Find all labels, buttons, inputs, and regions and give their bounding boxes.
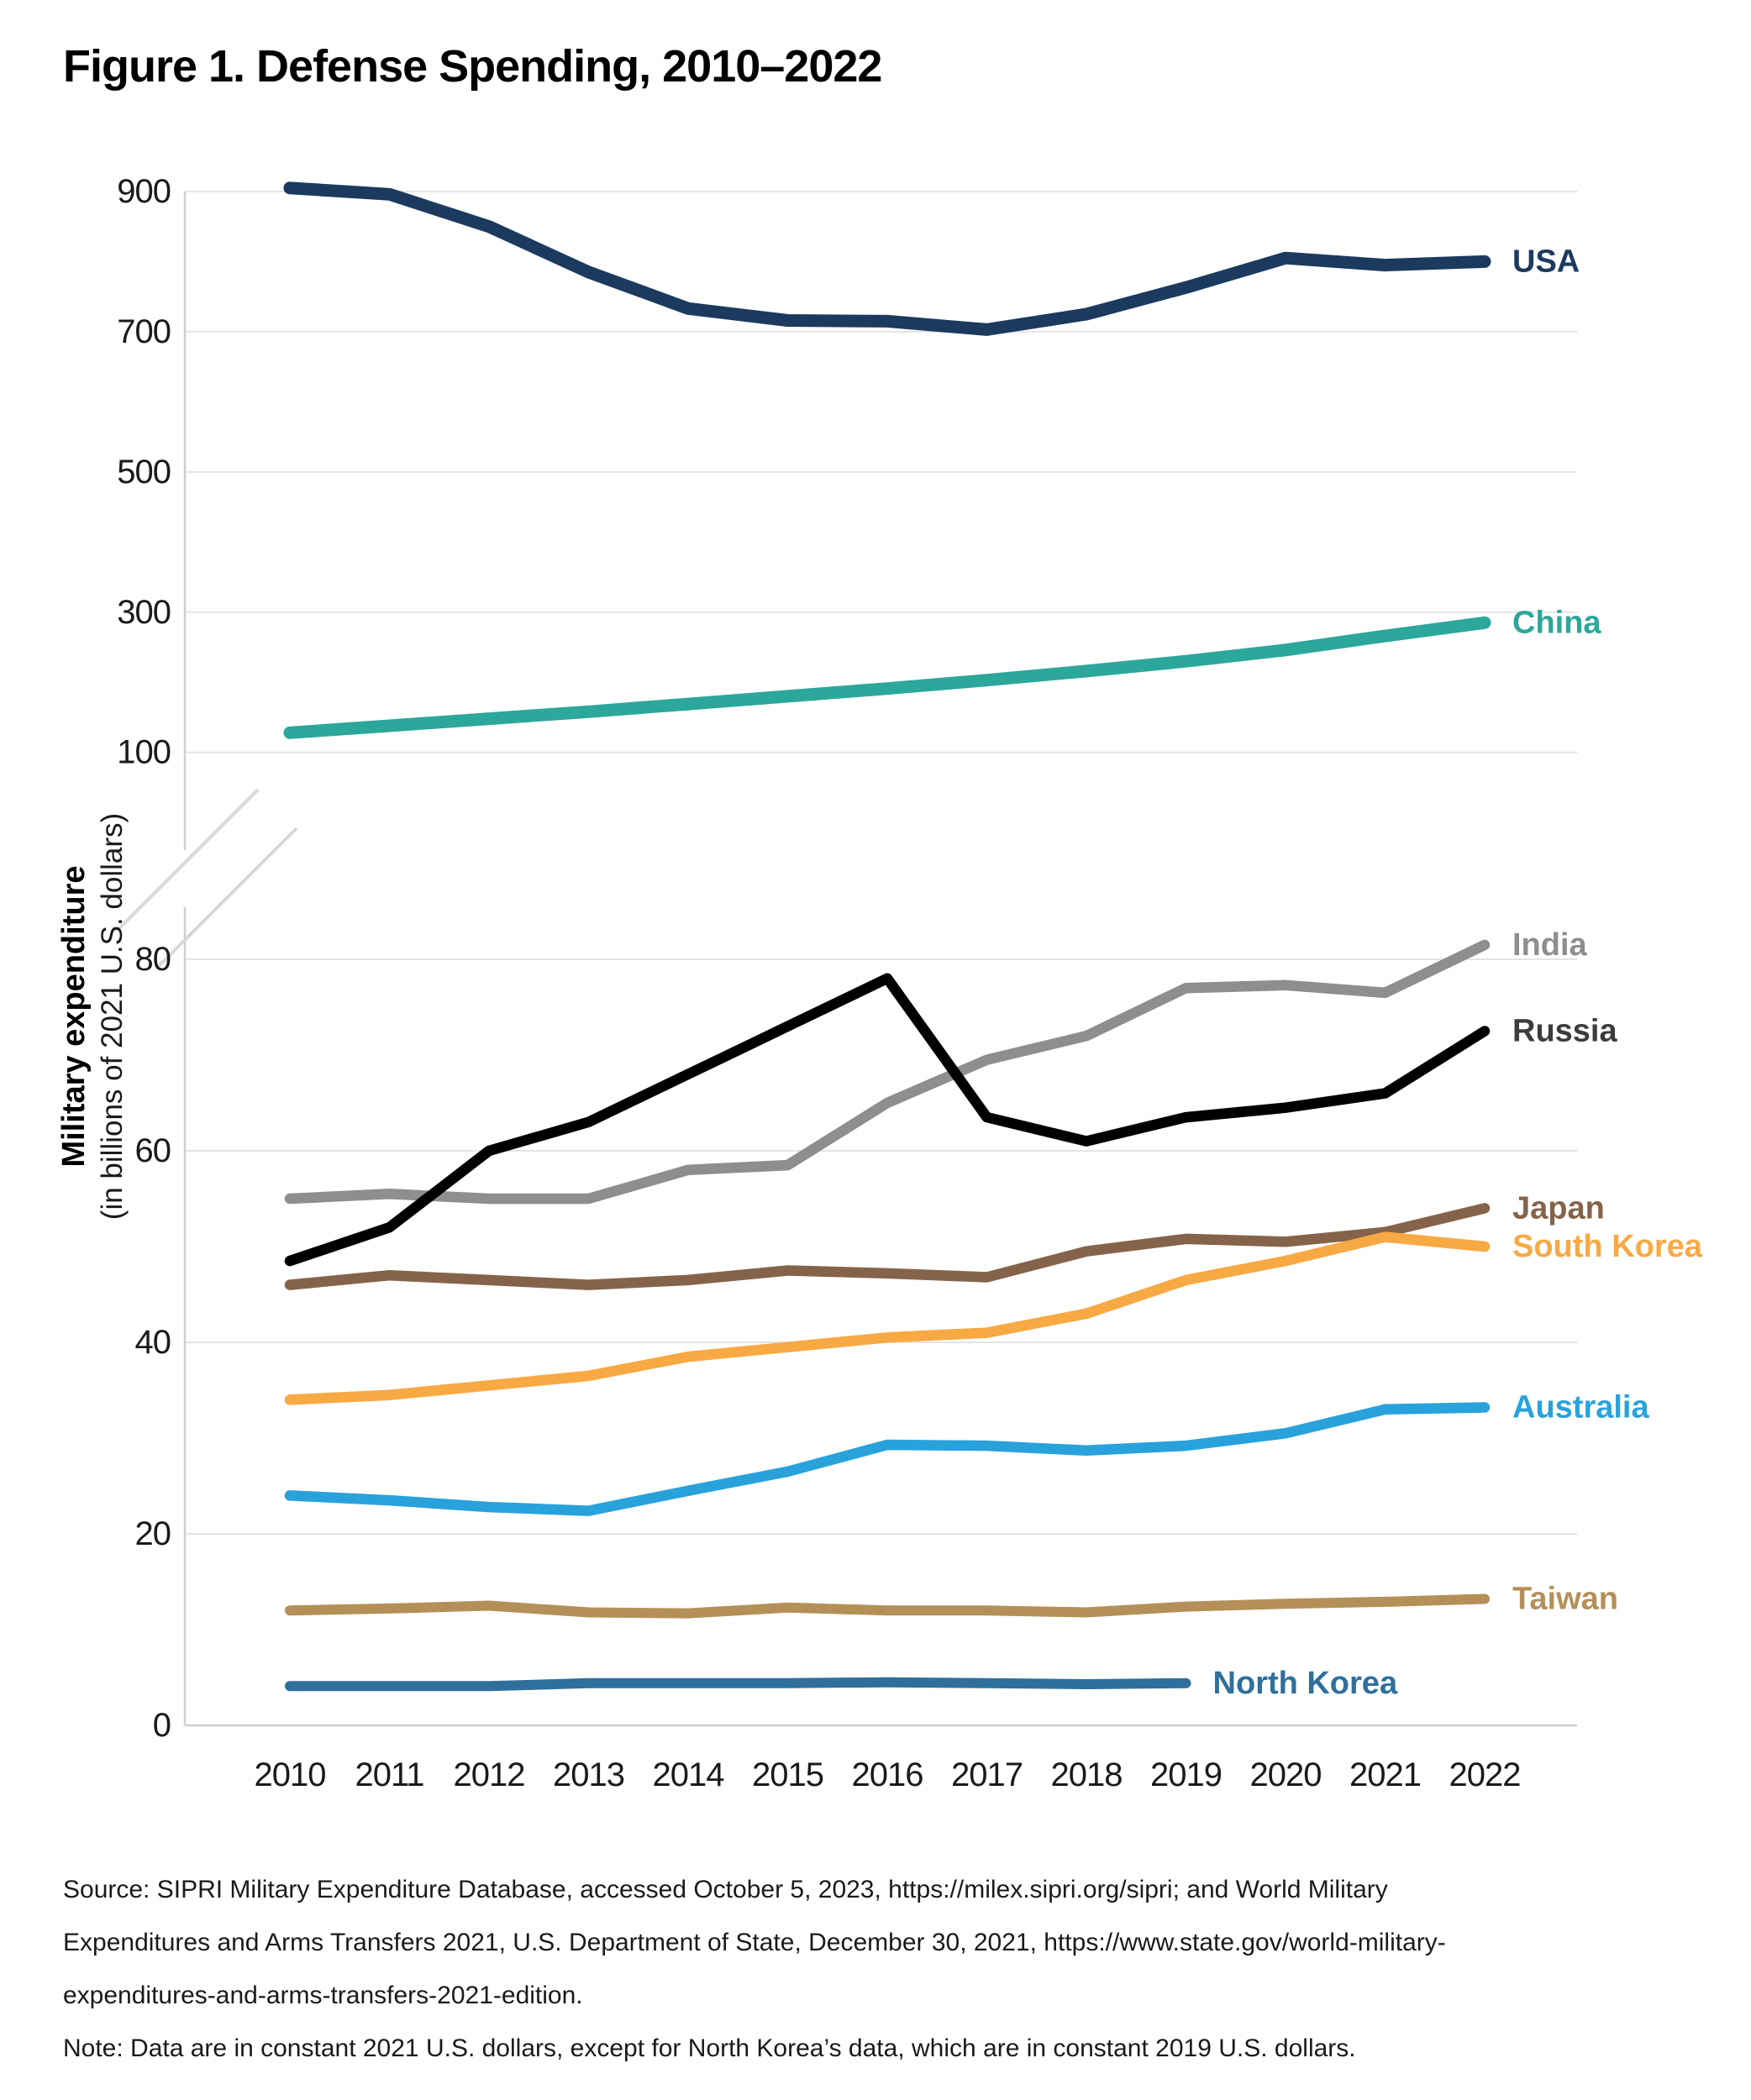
y-tick-700: 700: [117, 312, 171, 350]
series-label-japan: Japan: [1512, 1190, 1605, 1226]
source-line-1: Source: SIPRI Military Expenditure Database, accessed October 5, 2023, https://milex.sipri.org/sipri; and World Military: [63, 1876, 1388, 1903]
x-tick-2012: 2012: [453, 1756, 525, 1793]
series-line-south-korea: [290, 1237, 1485, 1400]
series-label-north-korea: North Korea: [1212, 1665, 1398, 1701]
break-slash-2: [156, 828, 297, 969]
series-line-australia: [290, 1408, 1485, 1511]
y-tick-20: 20: [134, 1515, 171, 1552]
series-line-taiwan: [290, 1599, 1485, 1614]
source-line-3: expenditures-and-arms-transfers-2021-edition.: [63, 1982, 583, 2009]
x-tick-2020: 2020: [1249, 1756, 1322, 1793]
x-tick-2010: 2010: [254, 1756, 326, 1793]
gridlines: [185, 192, 1577, 1534]
axes: [185, 192, 1577, 1725]
source-note: [63, 1863, 1446, 2075]
series-line-russia: [290, 979, 1485, 1261]
x-tick-2015: 2015: [752, 1756, 823, 1793]
y-tick-900: 900: [117, 172, 171, 210]
y-tick-60: 60: [134, 1132, 171, 1169]
x-tick-2014: 2014: [652, 1756, 724, 1793]
y-tick-0: 0: [152, 1707, 171, 1744]
series-label-china: China: [1512, 605, 1601, 641]
y-tick-100: 100: [117, 733, 171, 771]
x-tick-2021: 2021: [1349, 1756, 1421, 1793]
y-axis-subtitle: (in billions of 2021 U.S. dollars): [96, 812, 129, 1221]
series-line-north-korea: [290, 1683, 1186, 1687]
x-tick-2011: 2011: [355, 1756, 424, 1793]
y-tick-300: 300: [117, 593, 171, 631]
series-line-usa: [290, 188, 1485, 330]
series-labels: [1213, 244, 1703, 1700]
x-tick-2018: 2018: [1050, 1756, 1123, 1793]
x-tick-2013: 2013: [553, 1756, 624, 1793]
series-label-india: India: [1512, 927, 1587, 963]
series-label-south-korea: South Korea: [1512, 1229, 1702, 1264]
x-tick-2022: 2022: [1449, 1756, 1521, 1793]
series-label-taiwan: Taiwan: [1512, 1581, 1618, 1617]
source-line-2: Expenditures and Arms Transfers 2021, U.S. Department of State, December 30, 2021, https://www.state.gov/world-military-: [63, 1929, 1446, 1956]
y-axis-title: Military expenditure: [56, 865, 92, 1168]
series-lines: [290, 188, 1485, 1687]
series-label-australia: Australia: [1512, 1389, 1649, 1425]
break-slash-1: [118, 790, 258, 930]
series-line-japan: [290, 1208, 1485, 1284]
x-tick-2016: 2016: [851, 1756, 923, 1793]
y-tick-500: 500: [117, 453, 171, 491]
figure-title: Figure 1. Defense Spending, 2010–2022: [63, 41, 882, 92]
series-label-russia: Russia: [1512, 1013, 1617, 1049]
y-tick-40: 40: [134, 1324, 171, 1361]
series-line-china: [290, 622, 1485, 732]
note-line: Note: Data are in constant 2021 U.S. dollars, except for North Korea’s data, which are in constant 2019 U.S. dollars.: [63, 2034, 1356, 2062]
x-tick-2017: 2017: [951, 1756, 1023, 1793]
x-tick-2019: 2019: [1150, 1756, 1222, 1793]
series-label-usa: USA: [1512, 244, 1580, 280]
y-tick-80: 80: [134, 941, 171, 978]
